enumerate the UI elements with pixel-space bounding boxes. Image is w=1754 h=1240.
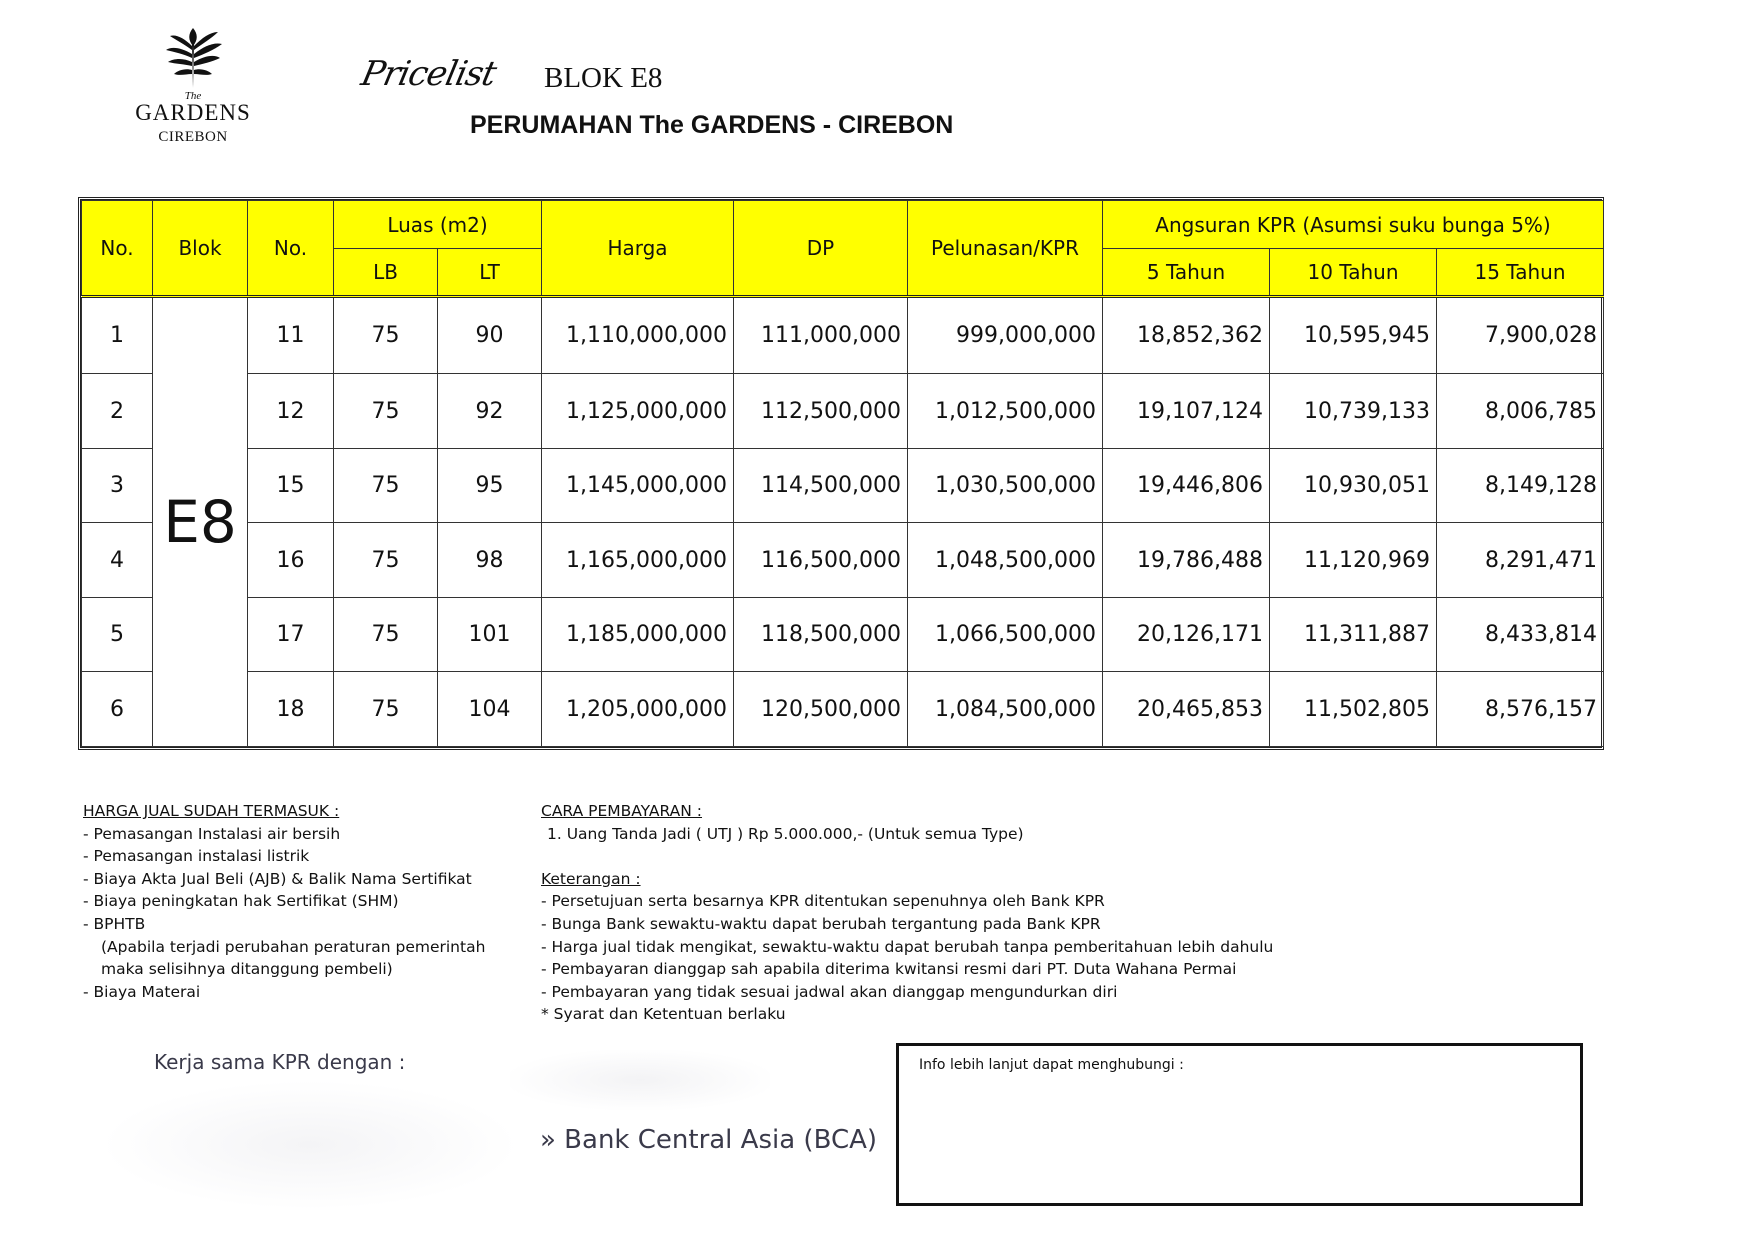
table-row: [82, 374, 1604, 449]
row-harga: 1,125,000,000: [542, 374, 734, 449]
row-lb: 75: [334, 448, 438, 523]
row-no: 1: [82, 297, 153, 374]
header-blok: Blok: [153, 201, 248, 297]
logo-city-text: CIREBON: [158, 129, 228, 145]
list-item: - Pemasangan instalasi listrik: [83, 847, 310, 866]
cara-pembayaran-title: CARA PEMBAYARAN :: [541, 802, 703, 820]
contact-info-box: [896, 1043, 1583, 1206]
row-5-tahun: 18,852,362: [1103, 297, 1270, 374]
row-pelunasan: 1,030,500,000: [908, 448, 1103, 523]
row-10-tahun: 11,120,969: [1270, 523, 1437, 598]
header-unit-no: No.: [248, 201, 334, 297]
row-10-tahun: 10,739,133: [1270, 374, 1437, 449]
kpr-partner-title: Kerja sama KPR dengan :: [154, 1050, 406, 1074]
table-row: [82, 448, 1604, 523]
row-lb: 75: [334, 374, 438, 449]
row-no: 5: [82, 597, 153, 672]
row-dp: 116,500,000: [734, 523, 908, 598]
row-10-tahun: 10,595,945: [1270, 297, 1437, 374]
row-unit: 11: [248, 297, 334, 374]
row-5-tahun: 20,126,171: [1103, 597, 1270, 672]
row-5-tahun: 19,446,806: [1103, 448, 1270, 523]
header-no: No.: [82, 201, 153, 297]
row-15-tahun: 8,433,814: [1437, 597, 1604, 672]
row-dp: 118,500,000: [734, 597, 908, 672]
row-no: 2: [82, 374, 153, 449]
keterangan-title: Keterangan :: [541, 869, 641, 888]
row-15-tahun: 8,576,157: [1437, 672, 1604, 747]
table-row: [82, 597, 1604, 672]
list-item: * Syarat dan Ketentuan berlaku: [541, 1005, 786, 1024]
gardens-logo: [118, 24, 268, 154]
row-lt: 90: [438, 297, 542, 374]
list-item: - BPHTB: [83, 914, 146, 933]
logo-name-text: GARDENS: [135, 100, 251, 125]
list-item: - Biaya peningkatan hak Sertifikat (SHM): [83, 892, 399, 911]
table-row: [82, 297, 1604, 374]
header-luas: Luas (m2): [334, 201, 542, 249]
row-dp: 112,500,000: [734, 374, 908, 449]
row-pelunasan: 1,084,500,000: [908, 672, 1103, 747]
fern-leaf-icon: [158, 24, 228, 90]
row-dp: 120,500,000: [734, 672, 908, 747]
header-pelunasan: Pelunasan/KPR: [908, 201, 1103, 297]
row-lt: 95: [438, 448, 542, 523]
row-unit: 17: [248, 597, 334, 672]
header-15-tahun: 15 Tahun: [1437, 249, 1604, 297]
row-lt: 92: [438, 374, 542, 449]
row-10-tahun: 11,502,805: [1270, 672, 1437, 747]
list-item: - Pembayaran yang tidak sesuai jadwal akan dianggap mengundurkan diri: [541, 982, 1118, 1001]
list-item: - Biaya Materai: [83, 982, 201, 1001]
row-pelunasan: 1,012,500,000: [908, 374, 1103, 449]
header-dp: DP: [734, 201, 908, 297]
table-row: [82, 672, 1604, 747]
row-lb: 75: [334, 597, 438, 672]
header-10-tahun: 10 Tahun: [1270, 249, 1437, 297]
row-lb: 75: [334, 672, 438, 747]
price-table: [78, 197, 1604, 750]
row-harga: 1,110,000,000: [542, 297, 734, 374]
page-subtitle: PERUMAHAN The GARDENS - CIREBON: [470, 111, 954, 139]
row-harga: 1,205,000,000: [542, 672, 734, 747]
contact-info-label: Info lebih lanjut dapat menghubungi :: [919, 1057, 1184, 1073]
row-15-tahun: 7,900,028: [1437, 297, 1604, 374]
row-5-tahun: 19,786,488: [1103, 523, 1270, 598]
row-unit: 15: [248, 448, 334, 523]
list-item: - Pemasangan Instalasi air bersih: [83, 824, 341, 843]
header-5-tahun: 5 Tahun: [1103, 249, 1270, 297]
logo-the-text: The: [184, 90, 202, 102]
row-15-tahun: 8,291,471: [1437, 523, 1604, 598]
list-item: - Pembayaran dianggap sah apabila diterima kwitansi resmi dari PT. Duta Wahana Permai: [541, 960, 1237, 979]
header-angsuran: Angsuran KPR (Asumsi suku bunga 5%): [1103, 201, 1604, 249]
row-pelunasan: 1,066,500,000: [908, 597, 1103, 672]
row-unit: 18: [248, 672, 334, 747]
row-15-tahun: 8,149,128: [1437, 448, 1604, 523]
row-harga: 1,165,000,000: [542, 523, 734, 598]
list-item: - Bunga Bank sewaktu-waktu dapat berubah tergantung pada Bank KPR: [541, 914, 1101, 933]
row-5-tahun: 20,465,853: [1103, 672, 1270, 747]
row-lt: 104: [438, 672, 542, 747]
blok-title: BLOK E8: [544, 62, 663, 94]
list-item: maka selisihnya ditanggung pembeli): [101, 960, 393, 979]
row-dp: 111,000,000: [734, 297, 908, 374]
row-15-tahun: 8,006,785: [1437, 374, 1604, 449]
header-lb: LB: [334, 249, 438, 297]
harga-jual-title: HARGA JUAL SUDAH TERMASUK :: [83, 802, 340, 820]
row-lt: 101: [438, 597, 542, 672]
list-item: 1. Uang Tanda Jadi ( UTJ ) Rp 5.000.000,- (Untuk semua Type): [547, 824, 1024, 843]
row-5-tahun: 19,107,124: [1103, 374, 1270, 449]
row-pelunasan: 1,048,500,000: [908, 523, 1103, 598]
list-item: - Persetujuan serta besarnya KPR ditentukan sepenuhnya oleh Bank KPR: [541, 892, 1105, 911]
row-no: 6: [82, 672, 153, 747]
row-no: 3: [82, 448, 153, 523]
row-lt: 98: [438, 523, 542, 598]
row-harga: 1,145,000,000: [542, 448, 734, 523]
bank-logo-image: [510, 1050, 770, 1110]
bank-bca-label: » Bank Central Asia (BCA): [540, 1125, 878, 1155]
header-harga: Harga: [542, 201, 734, 297]
row-no: 4: [82, 523, 153, 598]
header-lt: LT: [438, 249, 542, 297]
row-10-tahun: 11,311,887: [1270, 597, 1437, 672]
row-10-tahun: 10,930,051: [1270, 448, 1437, 523]
row-unit: 12: [248, 374, 334, 449]
blok-cell: E8: [153, 297, 248, 747]
list-item: - Biaya Akta Jual Beli (AJB) & Balik Nama Sertifikat: [83, 869, 472, 888]
row-dp: 114,500,000: [734, 448, 908, 523]
payment-notes: [541, 800, 1301, 1026]
list-item: - Harga jual tidak mengikat, sewaktu-waktu dapat berubah tanpa pemberitahuan lebih dahulu: [541, 937, 1274, 956]
list-item: (Apabila terjadi perubahan peraturan pemerintah: [101, 937, 486, 956]
pricelist-script-title: Pricelist: [357, 54, 500, 94]
row-unit: 16: [248, 523, 334, 598]
row-harga: 1,185,000,000: [542, 597, 734, 672]
row-pelunasan: 999,000,000: [908, 297, 1103, 374]
harga-jual-notes: [83, 800, 523, 1003]
table-row: [82, 523, 1604, 598]
bank-logos-image: [100, 1080, 520, 1210]
row-lb: 75: [334, 523, 438, 598]
row-lb: 75: [334, 297, 438, 374]
